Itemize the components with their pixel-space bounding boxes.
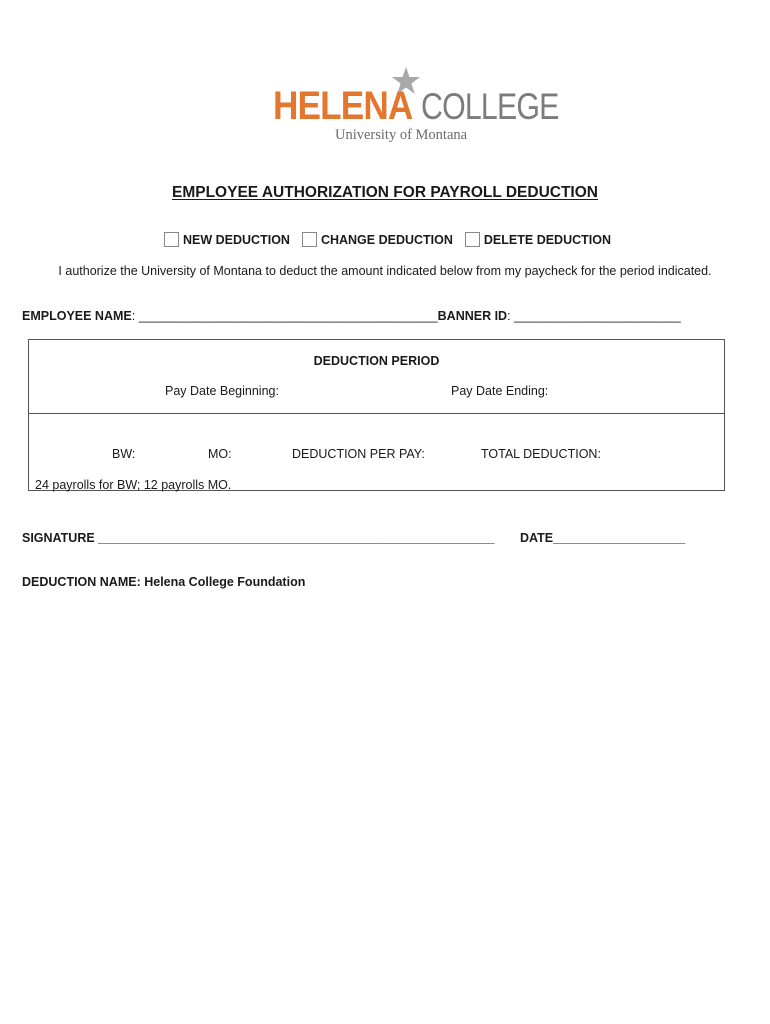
logo-tagline: University of Montana <box>335 127 468 143</box>
deduction-type-options <box>164 232 623 247</box>
option-change-deduction[interactable] <box>302 232 453 247</box>
signature-field[interactable]: SIGNATURE _________________________________________________________ <box>22 531 495 545</box>
option-new-deduction[interactable] <box>164 232 290 247</box>
mo-field[interactable]: MO: <box>208 447 232 461</box>
total-deduction-field[interactable]: TOTAL DEDUCTION: <box>481 447 601 461</box>
banner-id-label: BANNER ID <box>437 309 508 323</box>
delete-deduction-label: DELETE DEDUCTION <box>483 232 611 247</box>
employee-info-row <box>22 309 681 323</box>
new-deduction-checkbox[interactable] <box>164 232 179 247</box>
deduction-per-pay-field[interactable]: DEDUCTION PER PAY: <box>292 447 425 461</box>
logo-brand-sub: COLLEGE <box>421 86 559 127</box>
authorization-statement: I authorize the University of Montana to deduct the amount indicated below from my paycheck for the period indicated. <box>58 264 712 278</box>
logo-brand-main: HELENA <box>273 84 413 128</box>
form-title: EMPLOYEE AUTHORIZATION FOR PAYROLL DEDUCTION <box>172 184 598 201</box>
date-field[interactable]: DATE___________________ <box>520 531 686 545</box>
deduction-period-title: DEDUCTION PERIOD <box>313 354 440 368</box>
payroll-note: 24 payrolls for BW; 12 payrolls MO. <box>35 478 232 492</box>
bw-field[interactable]: BW: <box>112 447 136 461</box>
deduction-period-box <box>28 339 725 491</box>
employee-name-field[interactable]: : ___________________________________________ <box>131 309 438 323</box>
delete-deduction-checkbox[interactable] <box>465 232 480 247</box>
pay-date-beginning-field[interactable]: Pay Date Beginning: <box>165 384 279 398</box>
change-deduction-label: CHANGE DEDUCTION <box>320 232 453 247</box>
deduction-name: DEDUCTION NAME: Helena College Foundation <box>22 575 306 589</box>
new-deduction-label: NEW DEDUCTION <box>183 232 290 247</box>
deduction-box-divider <box>29 413 724 414</box>
option-delete-deduction[interactable] <box>465 232 611 247</box>
pay-date-ending-field[interactable]: Pay Date Ending: <box>451 384 549 398</box>
employee-name-label: EMPLOYEE NAME <box>22 309 132 323</box>
change-deduction-checkbox[interactable] <box>302 232 317 247</box>
banner-id-field[interactable]: : ________________________ <box>507 309 681 323</box>
helena-college-logo <box>273 66 559 146</box>
